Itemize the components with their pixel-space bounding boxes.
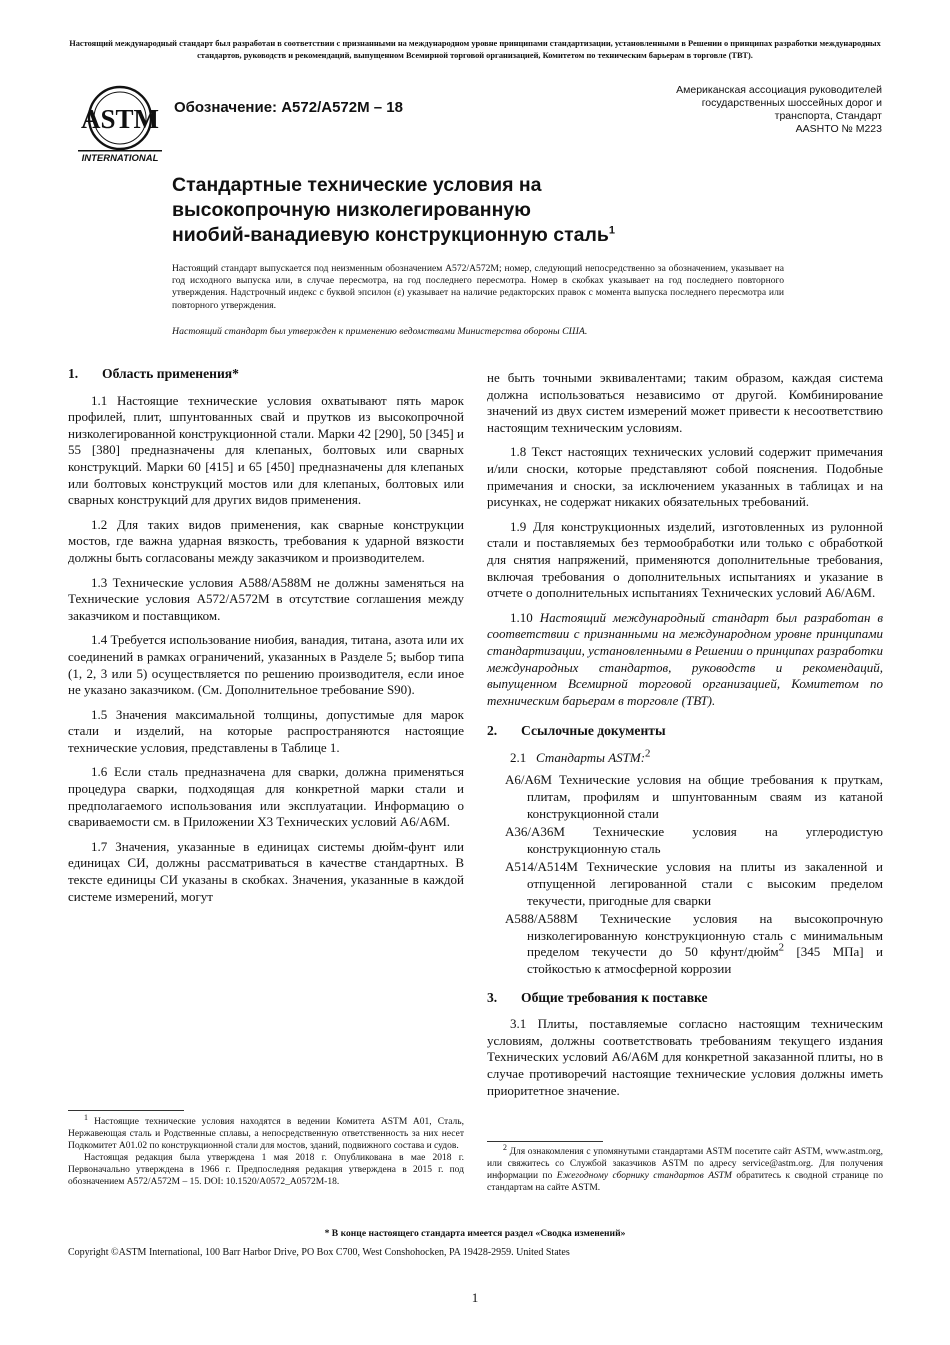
aashto-line: Американская ассоциация руководителей bbox=[676, 84, 882, 96]
aashto-line: государственных шоссейных дорог и bbox=[701, 97, 882, 109]
reference-item: A588/A588M Технические условия на высокопрочную низколегированную конструкционную сталь с минимальным пределом текучести до 50 кфунт/дюйм$^2$ [345 МПа] и стойкостью к атмосферной коррозии bbox=[505, 911, 883, 976]
right-column bbox=[487, 370, 883, 1107]
logo-letters: ASTM bbox=[80, 104, 160, 134]
paragraph-1-2: 1.2 Для таких видов применения, как сварные конструкции мостов, где важна ударная вязкость, требования к ударной вязкости должны быть согласованы между заказчиком и производителем. bbox=[68, 516, 464, 565]
footnote-separator bbox=[487, 1141, 603, 1142]
paragraph-1-5: 1.5 Значения максимальной толщины, допустимые для марок стали и изделий, на которые распространяются настоящие технические условия, представлены в Таблице 1. bbox=[68, 706, 464, 755]
paragraph-3-1: 3.1 Плиты, поставляемые согласно настоящим техническим условиям, должны соответствовать требованиям текущего издания Технических условий A6/A6M для конкретной заказанной плиты, но в случае противоречий настоящие технические условия должны иметь приоритетное значение. bbox=[487, 1016, 883, 1098]
footnote-2-mark: 2 bbox=[645, 747, 651, 760]
footnote-separator bbox=[68, 1110, 184, 1111]
section-3-heading: 3. Общие требования к поставке bbox=[487, 989, 708, 1005]
footnote-1-text: $^1$ Настоящие технические условия находятся в ведении Комитета ASTM A01, Сталь, Нержавеющая сталь и Родственные сплавы, а непосредственную ответственность за них несет Подкомитет A01.02 по конструкционной стали для мостов, зданий, подвижного состава и судов. bbox=[68, 1112, 464, 1151]
title-line: Стандартные технические условия на bbox=[172, 174, 542, 196]
international-standard-notice: Настоящий международный стандарт был разработан в соответствии с признанными на международном уровне принципами стандартизации, установленными в Решении о принципах разработки международных стандартов, руководств и рекомендаций, выпущенном Всемирной торговой организацией, Комитетом по техническим барьерам в торговле (ТВТ). bbox=[69, 39, 881, 60]
paragraph-1-4: 1.4 Требуется использование ниобия, ванадия, титана, азота или их соединений в рамках ограничений, указанных в Разделе 5; выбор типа (1, 2, 3 или 5) осуществляется по решению производителя, если иное не указано заказчиком. (См. Дополнительное требование S90). bbox=[68, 632, 464, 698]
title-footnote-mark: 1 bbox=[608, 224, 615, 237]
left-column bbox=[68, 366, 464, 913]
page-number: 1 bbox=[471, 1290, 479, 1305]
footnote-2 bbox=[487, 1142, 884, 1194]
aashto-line: AASHTO № M223 bbox=[795, 123, 882, 135]
paragraph-1-6: 1.6 Если сталь предназначена для сварки, должна применяться процедура сварки, подходящая для конкретной марки стали и предполагаемого использования или эксплуатации. Информацию о свариваемости см. в Приложении X3 Технических условий A6/A6M. bbox=[68, 764, 464, 830]
paragraph-1-9: 1.9 Для конструкционных изделий, изготовленных из рулонной стали и поставляемых без термообработки или только с обработкой для снятия напряжений, применяются дополнительные требования, включая требования о дополнительных испытаниях и указание в отчете о дополнительных испытаниях Технических условий A6/A6M. bbox=[487, 518, 883, 601]
reference-item: A36/A36M Технические условия на углеродистую конструкционную сталь bbox=[505, 824, 883, 856]
approval-note: Настоящий стандарт был утвержден к применению ведомствами Министерства обороны США. bbox=[172, 326, 588, 337]
astm-logo-graphic bbox=[76, 84, 164, 164]
paragraph-1-3: 1.3 Технические условия A588/A588M не должны заменяться на Технические условия A572/A572M в отсутствие соглашения между заказчиком и поставщиком. bbox=[68, 574, 464, 623]
copyright: Copyright ©ASTM International, 100 Barr Harbor Drive, PO Box C700, West Conshohocken, PA 19428-2959. United States bbox=[68, 1247, 570, 1258]
document-title bbox=[172, 173, 772, 248]
paragraph-1-8: 1.8 Текст настоящих технических условий содержит примечания и/или сноски, которые представляют собой пояснения. Подобные примечания и сноски, за исключением указанных в таблицах и на рисунках, не содержат никаких обязательных требований. bbox=[487, 444, 883, 510]
paragraph-1-7: 1.7 Значения, указанные в единицах системы дюйм-фунт или единицах СИ, должны рассматриваться в качестве стандартных. В тексте единицы СИ указаны в скобках. Значения, указанные в каждой системе измерений, могут bbox=[68, 838, 464, 904]
aashto-reference bbox=[622, 84, 882, 136]
astm-logo bbox=[76, 84, 164, 164]
paragraph-1-1: 1.1 Настоящие технические условия охватывают пять марок профилей, плит, шпунтованных свай и прутков из высокопрочной низколегированной конструкционной стали. Марки 42 [290], 50 [345] и 55 [380] предназначены для клепаных, болтовых или сварных конструкций. Марки 60 [415] и 65 [450] предназначены для клепаных или болтовых конструкций мостов или для клепаных, болтовых или сварных конструкций для других видов применения. bbox=[68, 392, 464, 508]
reference-item: A6/A6M Технические условия на общие требования к пруткам, плитам, профилям и шпунтованным сваям из катаной конструкционной стали bbox=[505, 772, 883, 821]
logo-subtext: INTERNATIONAL bbox=[81, 153, 159, 164]
summary-of-changes-note: * В конце настоящего стандарта имеется раздел «Сводка изменений» bbox=[324, 1228, 626, 1239]
footnote-1-history: Настоящая редакция была утверждена 1 мая 2018 г. Опубликована в мае 2018 г. Первоначально утверждена в 1966 г. Предпоследняя редакция утверждена в 2015 г. под обозначением A572/A572M – 15. DOI: 10.1520/A0572_A0572M-18. bbox=[68, 1153, 464, 1187]
footnote-1 bbox=[68, 1112, 464, 1188]
astm-standards-heading: 2.1 Стандарты ASTM:$^2$ bbox=[510, 747, 651, 765]
standard-designation: Обозначение: A572/A572M – 18 bbox=[174, 99, 403, 116]
paragraph-1-10: 1.10 Настоящий международный стандарт был разработан в соответствии с признанными на международном уровне принципами стандартизации, установленными в Решении о принципах разработки международных стандартов, руководств и рекомендаций, выпущенном Всемирной торговой организацией, Комитетом по техническим барьерам в торговле (ТВТ). bbox=[487, 609, 884, 708]
section-2-heading: 2. Ссылочные документы bbox=[487, 723, 666, 739]
aashto-line: транспорта, Стандарт bbox=[774, 110, 882, 122]
reference-item: A514/A514M Технические условия на плиты из закаленной и отпущенной легированной стали с высоким пределом текучести, пригодные для сварки bbox=[505, 859, 883, 908]
section-1-heading: 1. Область применения* bbox=[68, 366, 239, 381]
paragraph-1-7-continued: не быть точными эквивалентами; таким образом, каждая система должна использоваться независимо от другой. Комбинирование значений из двух систем измерений может привести к несоответствию настоящим техническим условиям. bbox=[487, 370, 883, 435]
footnote-2-text: $^2$ Для ознакомления с упомянутыми стандартами ASTM посетите сайт ASTM, www.astm.org, или свяжитесь со Службой заказчиков ASTM по адресу service@astm.org. Для получения информации по Ежегодному сборнику стандартов ASTM обратитесь к сводной странице по стандартам на сайте ASTM. bbox=[487, 1142, 884, 1193]
title-line: ниобий-ванадиевую конструкционную сталь$^1$ bbox=[172, 224, 615, 246]
title-line: высокопрочную низколегированную bbox=[172, 199, 531, 221]
issue-note: Настоящий стандарт выпускается под неизменным обозначением A572/A572M; номер, следующий непосредственно за обозначением, указывает на год исходного выпуска или, в случае пересмотра, на год последнего пересмотра. Номер в скобках указывает на год последнего повторного утверждения. Надстрочный индекс с буквой эпсилон (ε) указывает на наличие редакторских правок с момента выпуска последнего пересмотра или повторного утверждения. bbox=[172, 263, 784, 311]
